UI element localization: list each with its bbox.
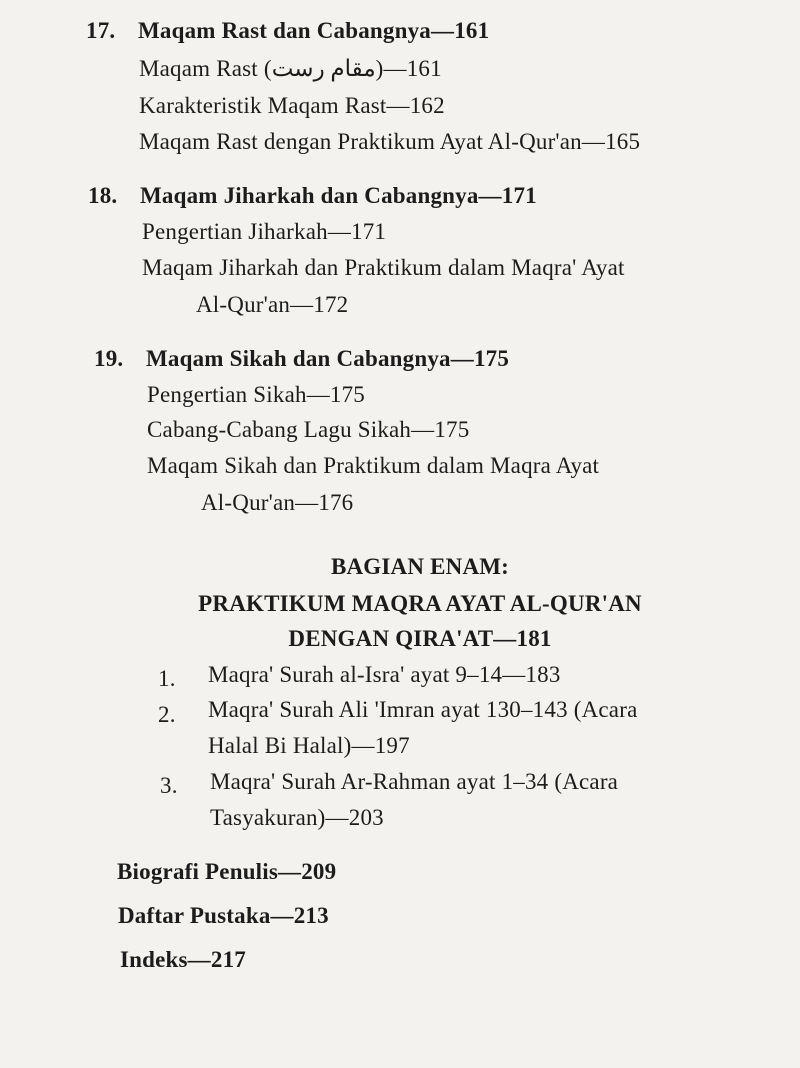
toc-entry: Karakteristik Maqam Rast—162 [139, 93, 445, 118]
back-matter-index: Indeks—217 [120, 947, 246, 972]
chapter-19-heading [94, 345, 509, 373]
chapter-number: 18. [88, 183, 118, 208]
part-item-continuation: Tasyakuran)—203 [210, 805, 384, 830]
part-heading-2: PRAKTIKUM MAQRA AYAT AL-QUR'AN [198, 591, 642, 616]
back-matter-biography: Biografi Penulis—209 [117, 859, 337, 884]
chapter-18-heading [88, 182, 537, 210]
part-heading-1: BAGIAN ENAM: [330, 554, 510, 579]
toc-entry-continuation: Al-Qur'an—172 [196, 292, 349, 317]
toc-entry: Pengertian Jiharkah—171 [142, 219, 387, 244]
toc-entry: Cabang-Cabang Lagu Sikah—175 [147, 417, 470, 442]
toc-entry: Maqam Rast dengan Praktikum Ayat Al-Qur'an—165 [139, 129, 641, 154]
chapter-title: Maqam Sikah dan Cabangnya—175 [146, 346, 510, 371]
part-item: Maqra' Surah al-Isra' ayat 9–14—183 [208, 662, 561, 687]
toc-entry-continuation: Al-Qur'an—176 [201, 490, 354, 515]
chapter-title: Maqam Rast dan Cabangnya—161 [138, 18, 490, 43]
part-heading-3: DENGAN QIRA'AT—181 [288, 626, 552, 651]
toc-entry: Maqam Sikah dan Praktikum dalam Maqra Ayat [147, 453, 600, 478]
chapter-title: Maqam Jiharkah dan Cabangnya—171 [140, 183, 537, 208]
part-item-number: 2. [158, 702, 176, 727]
part-item-number: 3. [160, 773, 178, 798]
toc-entry: Maqam Jiharkah dan Praktikum dalam Maqra' Ayat [142, 255, 625, 280]
toc-entry: Pengertian Sikah—175 [147, 382, 365, 407]
part-item: Maqra' Surah Ar-Rahman ayat 1–34 (Acara [210, 769, 619, 794]
back-matter-bibliography: Daftar Pustaka—213 [118, 903, 329, 928]
toc-entry: Maqam Rast (مقام رست)—161 [139, 56, 442, 81]
part-item: Maqra' Surah Ali 'Imran ayat 130–143 (Acara [208, 697, 638, 722]
chapter-number: 17. [86, 18, 116, 43]
part-item-number: 1. [158, 666, 176, 691]
part-item-continuation: Halal Bi Halal)—197 [208, 733, 410, 758]
chapter-17-heading [86, 17, 489, 45]
chapter-number: 19. [94, 346, 124, 371]
